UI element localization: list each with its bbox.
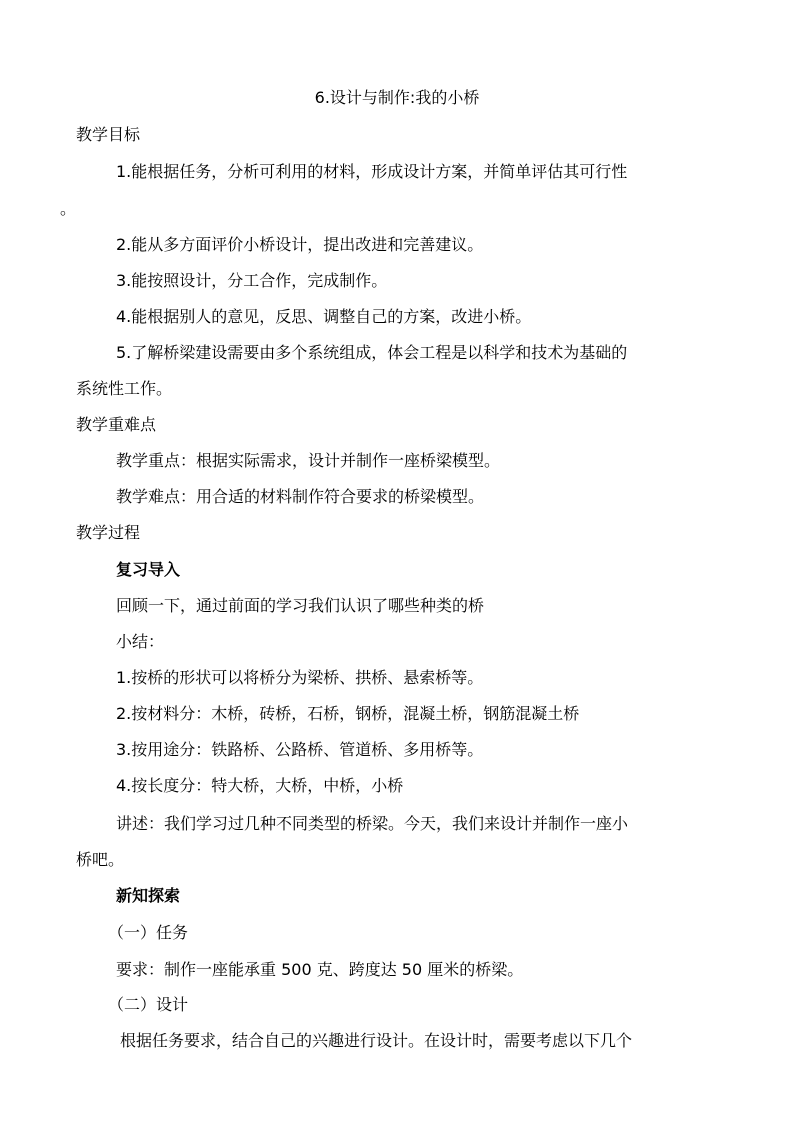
objectives-heading: 教学目标 xyxy=(76,125,141,144)
objective-item-2: 2.能从多方面评价小桥设计，提出改进和完善建议。 xyxy=(116,235,484,254)
objective-item-5-wrap: 系统性工作。 xyxy=(76,379,173,398)
summary-item-4: 4.按长度分：特大桥，大桥，中桥，小桥 xyxy=(116,776,404,795)
summary-item-2: 2.按材料分：木桥，砖桥，石桥，钢桥，混凝土桥，钢筋混凝土桥 xyxy=(116,704,580,723)
summary-item-1: 1.按桥的形状可以将桥分为梁桥、拱桥、悬索桥等。 xyxy=(116,668,484,687)
explore-heading: 新知探索 xyxy=(116,886,181,905)
summary-label: 小结： xyxy=(116,632,165,651)
keypoints-heading: 教学重难点 xyxy=(76,415,157,434)
difficult-point: 教学难点：用合适的材料制作符合要求的桥梁模型。 xyxy=(116,487,485,506)
summary-item-3: 3.按用途分：铁路桥、公路桥、管道桥、多用桥等。 xyxy=(116,740,484,759)
review-heading: 复习导入 xyxy=(116,560,181,579)
talk-line-2: 桥吧。 xyxy=(76,850,125,869)
talk-line-1: 讲述：我们学习过几种不同类型的桥梁。今天，我们来设计并制作一座小 xyxy=(116,814,629,833)
key-point: 教学重点：根据实际需求，设计并制作一座桥梁模型。 xyxy=(116,451,501,470)
objective-item-1-wrap: 。 xyxy=(60,199,77,218)
objective-item-3: 3.能按照设计，分工合作，完成制作。 xyxy=(116,271,388,290)
requirement-text: 要求：制作一座能承重 500 克、跨度达 50 厘米的桥梁。 xyxy=(116,960,524,979)
objective-item-5: 5.了解桥梁建设需要由多个系统组成，体会工程是以科学和技术为基础的 xyxy=(116,343,628,362)
process-heading: 教学过程 xyxy=(76,523,141,542)
objective-item-4: 4.能根据别人的意见，反思、调整自己的方案，改进小桥。 xyxy=(116,307,532,326)
task-label: （一）任务 xyxy=(108,923,189,942)
objective-item-1: 1.能根据任务，分析可利用的材料，形成设计方案，并简单评估其可行性 xyxy=(116,162,628,181)
design-label: （二）设计 xyxy=(108,995,189,1014)
design-text: 根据任务要求，结合自己的兴趣进行设计。在设计时，需要考虑以下几个 xyxy=(120,1031,633,1050)
review-question: 回顾一下，通过前面的学习我们认识了哪些种类的桥 xyxy=(116,596,485,615)
document-title: 6.设计与制作:我的小桥 xyxy=(314,88,480,107)
